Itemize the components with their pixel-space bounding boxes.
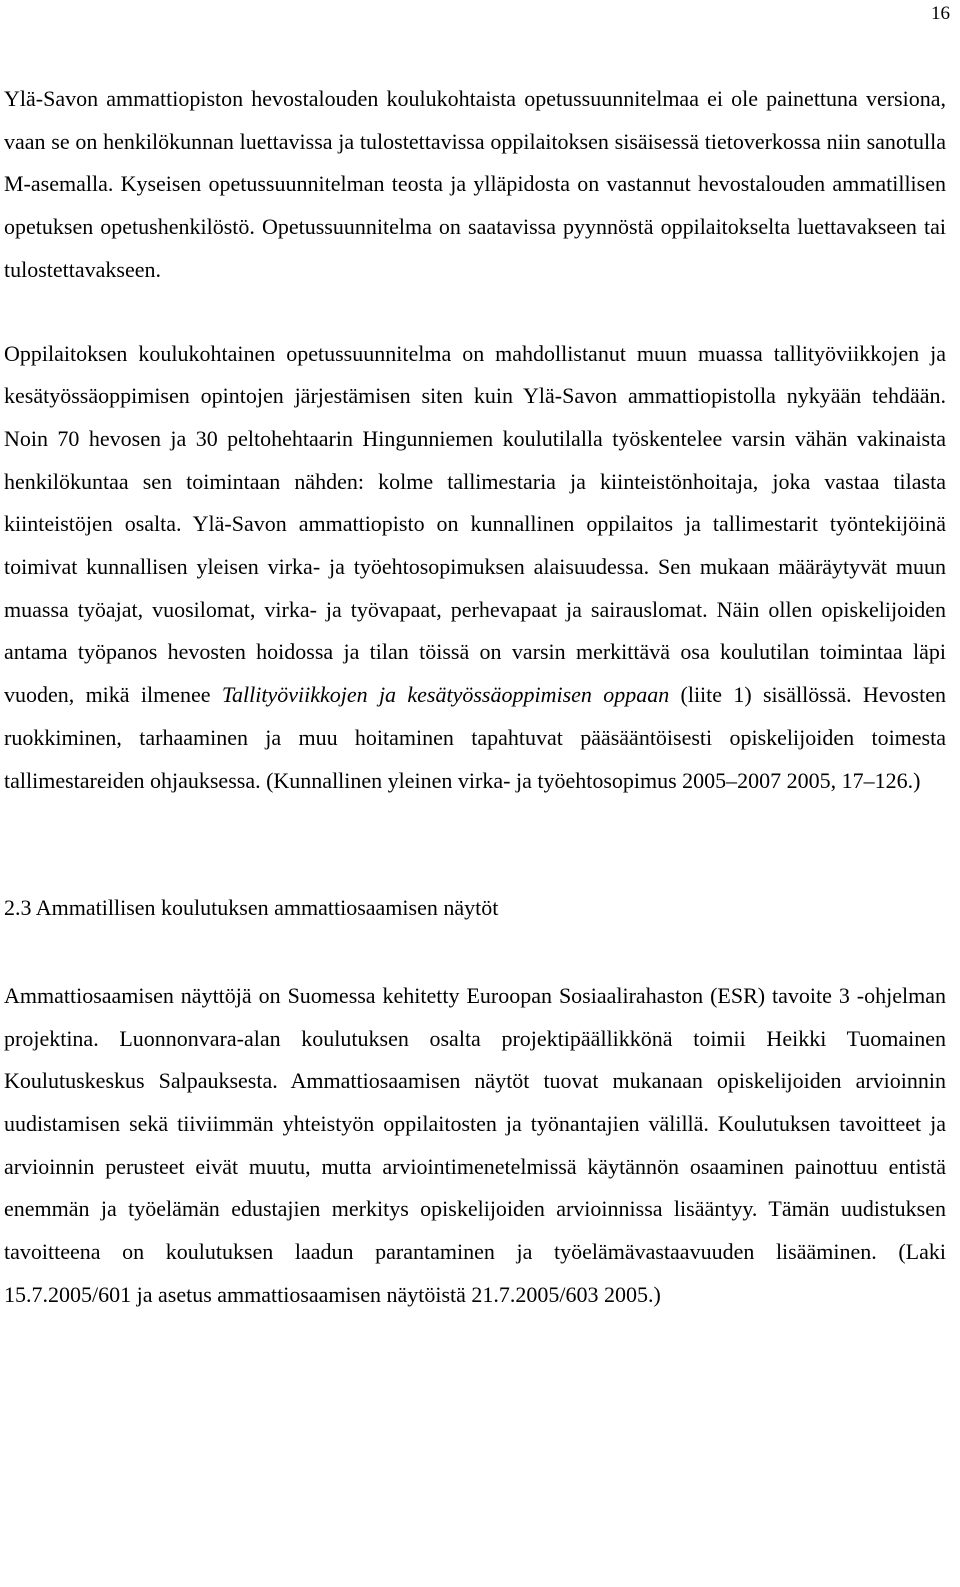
paragraph-text-part: (liite 1) sisällössä. Hevosten ruokkiminen, tarhaaminen ja muu hoitaminen tapahtuvat pääsääntöisesti opiskelijoiden toimesta tallimestareiden ohjauksessa. (Kunnallinen yleinen virka- ja työehtosopimus 2005–2007 2005, 17–126.) xyxy=(4,682,946,793)
section-heading: 2.3 Ammatillisen koulutuksen ammattiosaamisen näytöt xyxy=(4,895,499,921)
guide-title-italic: Tallityöviikkojen ja kesätyössäoppimisen oppaan xyxy=(221,682,670,708)
page-number: 16 xyxy=(931,3,950,24)
paragraph-curriculum-availability: Ylä-Savon ammattiopiston hevostalouden koulukohtaista opetussuunnitelmaa ei ole painettuna versiona, vaan se on henkilökunnan luettavissa ja tulostettavissa oppilaitoksen sisäisessä tietoverkossa niin sanotulla M-asemalla. Kyseisen opetussuunnitelman teosta ja ylläpidosta on vastannut hevostalouden ammatillisen opetuksen opetushenkilöstö. Opetussuunnitelma on saatavissa pyynnöstä oppilaitokselta luettavakseen tai tulostettavakseen. xyxy=(4,86,946,282)
paragraph-text-part: Oppilaitoksen koulukohtainen opetussuunnitelma on mahdollistanut muun muassa tallityöviikkojen ja kesätyössäoppimisen opintojen järjestämisen siten kuin Ylä-Savon ammattiopistolla nykyään tehdään. Noin 70 hevosen ja 30 peltohehtaarin Hingunniemen koulutilalla työskentelee varsin vähän vakinaista henkilökuntaa sen toimintaan nähden: kolme tallimestaria ja kiinteistönhoitaja, joka vastaa tilasta kiinteistöjen osalta. Ylä-Savon ammattiopisto on kunnallinen oppilaitos ja tallimestarit työntekijöinä toimivat kunnallisen yleisen virka- ja työehtosopimuksen alaisuudessa. Sen mukaan määräytyvät muun muassa työajat, vuosilomat, virka- ja työvapaat, perhevapaat ja sairauslomat. Näin ollen opiskelijoiden antama työpanos hevosten hoidossa ja tilan töissä on varsin merkittävä osa koulutilan toimintaa läpi vuoden, mikä ilmenee xyxy=(4,340,946,708)
paragraph-competence-demonstrations: Ammattiosaamisen näyttöjä on Suomessa kehitetty Euroopan Sosiaalirahaston (ESR) tavoite 3 -ohjelman projektina. Luonnonvara-alan koulutuksen osalta projektipäällikkönä toimii Heikki Tuomainen Koulutuskeskus Salpauksesta. Ammattiosaamisen näytöt tuovat mukanaan opiskelijoiden arvioinnin uudistamisen sekä tiiviimmän yhteistyön oppilaitosten ja työnantajien välillä. Koulutuksen tavoitteet ja arvioinnin perusteet eivät muutu, mutta arviointimenetelmissä käytännön osaaminen painottuu entistä enemmän ja työelämän edustajien merkitys opiskelijoiden arvioinnissa lisääntyy. Tämän uudistuksen tavoitteena on koulutuksen laadun parantaminen ja työelämävastaavuuden lisääminen. (Laki 15.7.2005/601 ja asetus ammattiosaamisen näytöistä 21.7.2005/603 2005.) xyxy=(4,982,946,1307)
document-body xyxy=(4,78,946,1317)
paragraph-stable-work-weeks xyxy=(4,333,946,803)
